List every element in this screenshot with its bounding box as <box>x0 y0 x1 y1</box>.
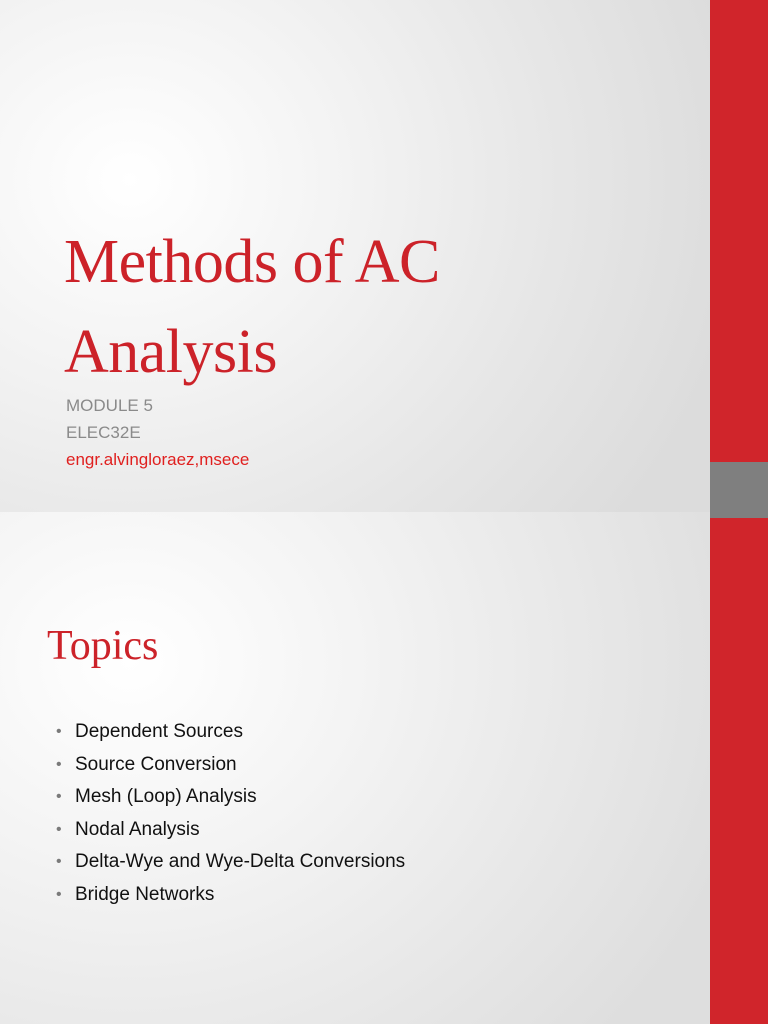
bullet-icon: • <box>56 820 62 838</box>
list-item <box>56 846 405 879</box>
title-slide <box>0 0 710 512</box>
slide-title-line-2: Analysis <box>64 317 277 386</box>
bullet-icon: • <box>56 755 62 773</box>
topic-label: Dependent Sources <box>75 721 243 742</box>
list-item <box>56 879 405 912</box>
topics-heading: Topics <box>47 623 159 669</box>
bullet-icon: • <box>56 885 62 903</box>
accent-bar-bottom <box>710 518 768 1024</box>
topics-list <box>56 716 405 912</box>
author-name: engr.alvingloraez,msece <box>66 450 250 469</box>
topic-label: Delta-Wye and Wye-Delta Conversions <box>75 851 406 873</box>
bullet-icon: • <box>56 723 62 740</box>
bullet-icon: • <box>56 853 62 871</box>
course-code: ELEC32E <box>66 423 141 442</box>
accent-bar-top <box>710 0 768 462</box>
slide-divider-marker <box>710 462 768 518</box>
topic-label: Mesh (Loop) Analysis <box>75 786 257 808</box>
list-item <box>56 716 405 749</box>
slide-title-line-1: Methods of AC <box>64 228 440 296</box>
module-label: MODULE 5 <box>66 396 153 415</box>
bullet-icon: • <box>56 788 62 806</box>
topic-label: Nodal Analysis <box>75 818 200 840</box>
list-item <box>56 814 405 847</box>
slide-title <box>64 218 684 398</box>
list-item <box>56 749 405 782</box>
topic-label: Source Conversion <box>75 753 237 775</box>
topic-label: Bridge Networks <box>75 883 215 905</box>
slide-subtitle <box>66 392 249 473</box>
list-item <box>56 781 405 814</box>
